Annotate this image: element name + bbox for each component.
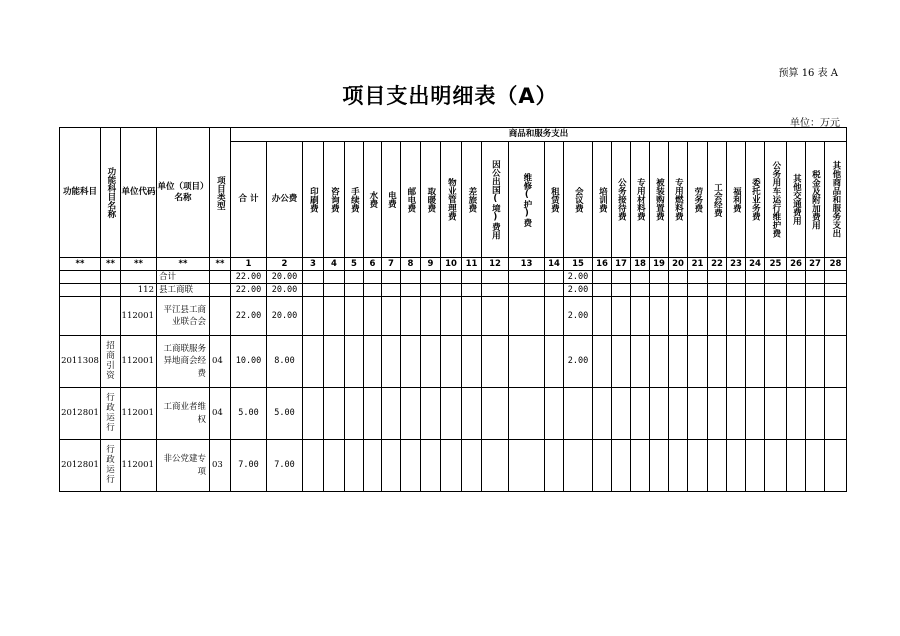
cell-func-subject [60, 271, 101, 284]
cell-col-11 [462, 336, 482, 388]
cell-col-23 [727, 297, 746, 336]
header-col-8: 邮电费 [401, 142, 421, 258]
header-col-22: 工会经费 [708, 142, 727, 258]
header-col-4: 咨询费 [324, 142, 345, 258]
header-col-28: 其他商品和服务支出 [825, 142, 847, 258]
cell-col-13 [509, 336, 545, 388]
cell-func-subject [60, 297, 101, 336]
table-row [60, 271, 847, 284]
cell-col-24 [746, 271, 765, 284]
index-number: 23 [727, 258, 746, 271]
cell-col-28 [825, 388, 847, 440]
func-name-text: 行政运行 [106, 444, 115, 486]
index-number: 8 [401, 258, 421, 271]
cell-col-23 [727, 388, 746, 440]
document-code: 预算 16 表 A [778, 68, 838, 79]
index-row [60, 258, 847, 271]
cell-col-27 [806, 271, 825, 284]
header-col-7: 电费 [382, 142, 401, 258]
cell-col-18 [631, 336, 650, 388]
cell-col-23 [727, 271, 746, 284]
cell-col-21 [688, 388, 708, 440]
cell-func-subject-name [101, 336, 121, 388]
header-col-23: 福利费 [727, 142, 746, 258]
cell-col-7 [382, 297, 401, 336]
cell-col-19 [650, 297, 669, 336]
cell-col-26 [787, 284, 806, 297]
cell-col-8 [401, 440, 421, 492]
cell-func-subject-name [101, 388, 121, 440]
cell-col-10 [441, 336, 462, 388]
cell-col-20 [669, 284, 688, 297]
cell-col-26 [787, 271, 806, 284]
header-col-21: 劳务费 [688, 142, 708, 258]
cell-col-7 [382, 271, 401, 284]
cell-col-16 [593, 284, 612, 297]
cell-col-4 [324, 271, 345, 284]
cell-col-27 [806, 284, 825, 297]
cell-col-6 [364, 284, 382, 297]
cell-col-13 [509, 284, 545, 297]
cell-unit-name: 合计 [157, 271, 210, 284]
index-number: 24 [746, 258, 765, 271]
cell-col-26 [787, 336, 806, 388]
cell-col-28 [825, 297, 847, 336]
cell-col-16 [593, 271, 612, 284]
cell-total: 10.00 [231, 336, 267, 388]
table-row [60, 284, 847, 297]
index-number: 4 [324, 258, 345, 271]
cell-func-subject-name [101, 284, 121, 297]
cell-col-10 [441, 440, 462, 492]
cell-total: 22.00 [231, 271, 267, 284]
header-col-11: 差旅费 [462, 142, 482, 258]
cell-unit-code: 112001 [121, 336, 157, 388]
cell-col-28 [825, 284, 847, 297]
index-number: 5 [345, 258, 364, 271]
header-col-19: 被装购置费 [650, 142, 669, 258]
cell-col-20 [669, 271, 688, 284]
cell-col-7 [382, 336, 401, 388]
cell-col-8 [401, 284, 421, 297]
cell-unit-name [157, 440, 210, 492]
cell-col-19 [650, 440, 669, 492]
func-name-text: 招商引资 [106, 340, 115, 382]
index-number: 25 [765, 258, 787, 271]
cell-col-19 [650, 284, 669, 297]
cell-unit-code: 112001 [121, 388, 157, 440]
unit-name-text: 工商业者维权 [163, 402, 206, 425]
cell-func-subject: 2012801 [60, 388, 101, 440]
unit-name-text: 平江县工商业联合会 [163, 304, 206, 327]
cell-col-6 [364, 297, 382, 336]
header-unit-code: 单位代码 [121, 128, 157, 258]
cell-col-25 [765, 336, 787, 388]
cell-func-subject-name [101, 440, 121, 492]
index-number: 3 [303, 258, 324, 271]
header-group: 商品和服务支出 [231, 128, 847, 142]
cell-unit-code: 112 [121, 284, 157, 297]
cell-col-8 [401, 388, 421, 440]
cell-col-23 [727, 336, 746, 388]
header-col-3: 印刷费 [303, 142, 324, 258]
cell-col-27 [806, 388, 825, 440]
cell-col-20 [669, 388, 688, 440]
cell-col-22 [708, 297, 727, 336]
cell-col-24 [746, 297, 765, 336]
cell-col-10 [441, 284, 462, 297]
cell-meeting-fee [564, 388, 593, 440]
cell-unit-code: 112001 [121, 440, 157, 492]
cell-col-11 [462, 388, 482, 440]
func-name-text: 行政运行 [106, 392, 115, 434]
cell-col-4 [324, 297, 345, 336]
index-number: 14 [545, 258, 564, 271]
cell-col-22 [708, 271, 727, 284]
cell-col-12 [482, 388, 509, 440]
cell-col-12 [482, 297, 509, 336]
cell-col-11 [462, 284, 482, 297]
cell-col-6 [364, 271, 382, 284]
cell-col-12 [482, 440, 509, 492]
cell-col-19 [650, 271, 669, 284]
cell-col-27 [806, 297, 825, 336]
index-number: 1 [231, 258, 267, 271]
cell-col-25 [765, 388, 787, 440]
cell-col-6 [364, 388, 382, 440]
cell-col-19 [650, 388, 669, 440]
cell-col-14 [545, 284, 564, 297]
index-number: 27 [806, 258, 825, 271]
cell-func-subject-name [101, 297, 121, 336]
table-row [60, 440, 847, 492]
header-col-26: 其他交通费用 [787, 142, 806, 258]
header-project-type: 项目类型 [210, 128, 231, 258]
cell-col-16 [593, 336, 612, 388]
table-row [60, 336, 847, 388]
cell-col-18 [631, 271, 650, 284]
cell-project-type [210, 284, 231, 297]
cell-total: 5.00 [231, 388, 267, 440]
cell-col-18 [631, 284, 650, 297]
cell-col-5 [345, 297, 364, 336]
index-number: 19 [650, 258, 669, 271]
index-marker: ** [157, 258, 210, 271]
cell-col-22 [708, 336, 727, 388]
header-col-24: 委托业务费 [746, 142, 765, 258]
cell-meeting-fee: 2.00 [564, 336, 593, 388]
cell-col-11 [462, 271, 482, 284]
cell-col-22 [708, 388, 727, 440]
expenditure-table [59, 127, 847, 492]
cell-col-13 [509, 440, 545, 492]
index-number: 10 [441, 258, 462, 271]
cell-unit-name [157, 297, 210, 336]
unit-name-text: 非公党建专项 [163, 454, 206, 477]
cell-col-21 [688, 440, 708, 492]
cell-col-3 [303, 297, 324, 336]
cell-func-subject-name [101, 271, 121, 284]
index-number: 13 [509, 258, 545, 271]
cell-col-26 [787, 388, 806, 440]
cell-project-type: 04 [210, 336, 231, 388]
cell-col-18 [631, 440, 650, 492]
cell-unit-code: 112001 [121, 297, 157, 336]
cell-col-13 [509, 271, 545, 284]
cell-col-5 [345, 271, 364, 284]
cell-meeting-fee: 2.00 [564, 271, 593, 284]
cell-office-fee: 20.00 [267, 271, 303, 284]
cell-col-5 [345, 284, 364, 297]
cell-col-4 [324, 440, 345, 492]
cell-col-23 [727, 284, 746, 297]
header-unit-name: 单位（项目）名称 [157, 128, 210, 258]
cell-unit-name [157, 336, 210, 388]
cell-col-9 [421, 271, 441, 284]
cell-col-16 [593, 388, 612, 440]
header-col-16: 培训费 [593, 142, 612, 258]
header-col-12: 因公出国(境)费用 [482, 142, 509, 258]
index-marker: ** [60, 258, 101, 271]
index-number: 28 [825, 258, 847, 271]
cell-col-20 [669, 336, 688, 388]
cell-col-17 [612, 388, 631, 440]
cell-col-8 [401, 271, 421, 284]
cell-col-21 [688, 271, 708, 284]
header-col-17: 公务接待费 [612, 142, 631, 258]
cell-col-16 [593, 440, 612, 492]
cell-col-17 [612, 271, 631, 284]
cell-func-subject: 2011308 [60, 336, 101, 388]
cell-total: 22.00 [231, 284, 267, 297]
cell-col-10 [441, 271, 462, 284]
index-number: 15 [564, 258, 593, 271]
unit-label: 单位：万元 [790, 118, 840, 129]
cell-col-6 [364, 336, 382, 388]
cell-col-7 [382, 284, 401, 297]
cell-project-type: 04 [210, 388, 231, 440]
cell-col-3 [303, 336, 324, 388]
cell-col-5 [345, 440, 364, 492]
cell-func-subject [60, 284, 101, 297]
cell-meeting-fee [564, 440, 593, 492]
cell-col-8 [401, 336, 421, 388]
cell-col-3 [303, 388, 324, 440]
header-col-1: 合 计 [231, 142, 267, 258]
header-col-27: 税金及附加费用 [806, 142, 825, 258]
header-func-subject-name: 功能科目名称 [101, 128, 121, 258]
cell-col-14 [545, 336, 564, 388]
header-col-13: 维修(护)费 [509, 142, 545, 258]
cell-col-23 [727, 440, 746, 492]
cell-office-fee: 5.00 [267, 388, 303, 440]
index-number: 16 [593, 258, 612, 271]
cell-col-9 [421, 440, 441, 492]
cell-col-21 [688, 284, 708, 297]
header-col-14: 租赁费 [545, 142, 564, 258]
cell-col-10 [441, 388, 462, 440]
cell-col-27 [806, 440, 825, 492]
index-number: 26 [787, 258, 806, 271]
cell-office-fee: 8.00 [267, 336, 303, 388]
index-number: 22 [708, 258, 727, 271]
cell-col-3 [303, 284, 324, 297]
cell-func-subject: 2012801 [60, 440, 101, 492]
header-col-25: 公务用车运行维护费 [765, 142, 787, 258]
cell-col-10 [441, 297, 462, 336]
header-col-20: 专用燃料费 [669, 142, 688, 258]
cell-col-26 [787, 297, 806, 336]
index-marker: ** [101, 258, 121, 271]
header-col-15: 会议费 [564, 142, 593, 258]
cell-project-type [210, 271, 231, 284]
header-col-5: 手续费 [345, 142, 364, 258]
cell-col-22 [708, 284, 727, 297]
header-col-9: 取暖费 [421, 142, 441, 258]
header-col-6: 水费 [364, 142, 382, 258]
index-number: 12 [482, 258, 509, 271]
cell-unit-name [157, 388, 210, 440]
index-marker: ** [210, 258, 231, 271]
header-col-2: 办公费 [267, 142, 303, 258]
index-number: 17 [612, 258, 631, 271]
cell-col-7 [382, 388, 401, 440]
cell-col-13 [509, 388, 545, 440]
cell-col-4 [324, 388, 345, 440]
cell-meeting-fee: 2.00 [564, 297, 593, 336]
page-title: 项目支出明细表（A） [342, 84, 558, 108]
cell-col-14 [545, 297, 564, 336]
cell-project-type: 03 [210, 440, 231, 492]
cell-col-19 [650, 336, 669, 388]
cell-col-28 [825, 271, 847, 284]
cell-col-11 [462, 440, 482, 492]
cell-col-4 [324, 336, 345, 388]
cell-col-17 [612, 336, 631, 388]
cell-col-14 [545, 271, 564, 284]
cell-col-25 [765, 271, 787, 284]
index-number: 7 [382, 258, 401, 271]
cell-col-3 [303, 440, 324, 492]
cell-project-type [210, 297, 231, 336]
cell-col-17 [612, 440, 631, 492]
header-row-group [60, 128, 847, 142]
cell-col-6 [364, 440, 382, 492]
cell-total: 7.00 [231, 440, 267, 492]
cell-total: 22.00 [231, 297, 267, 336]
cell-col-26 [787, 440, 806, 492]
cell-meeting-fee: 2.00 [564, 284, 593, 297]
cell-col-24 [746, 440, 765, 492]
cell-col-16 [593, 297, 612, 336]
cell-col-25 [765, 440, 787, 492]
cell-col-13 [509, 297, 545, 336]
cell-col-22 [708, 440, 727, 492]
cell-col-27 [806, 336, 825, 388]
index-number: 18 [631, 258, 650, 271]
cell-col-20 [669, 440, 688, 492]
header-col-18: 专用材料费 [631, 142, 650, 258]
cell-col-21 [688, 336, 708, 388]
cell-office-fee: 20.00 [267, 297, 303, 336]
header-func-subject: 功能科目 [60, 128, 101, 258]
cell-col-18 [631, 388, 650, 440]
index-number: 20 [669, 258, 688, 271]
index-number: 21 [688, 258, 708, 271]
cell-col-14 [545, 388, 564, 440]
cell-col-28 [825, 336, 847, 388]
cell-col-5 [345, 388, 364, 440]
cell-col-9 [421, 336, 441, 388]
table-row [60, 388, 847, 440]
index-number: 2 [267, 258, 303, 271]
cell-col-28 [825, 440, 847, 492]
cell-col-25 [765, 297, 787, 336]
cell-col-17 [612, 297, 631, 336]
cell-col-24 [746, 388, 765, 440]
cell-col-9 [421, 388, 441, 440]
cell-office-fee: 20.00 [267, 284, 303, 297]
cell-col-11 [462, 297, 482, 336]
cell-unit-name: 县工商联 [157, 284, 210, 297]
cell-col-25 [765, 284, 787, 297]
index-number: 9 [421, 258, 441, 271]
cell-col-20 [669, 297, 688, 336]
cell-col-3 [303, 271, 324, 284]
index-marker: ** [121, 258, 157, 271]
cell-col-24 [746, 284, 765, 297]
cell-col-12 [482, 271, 509, 284]
cell-col-4 [324, 284, 345, 297]
cell-col-12 [482, 284, 509, 297]
table-row [60, 297, 847, 336]
cell-unit-code [121, 271, 157, 284]
cell-office-fee: 7.00 [267, 440, 303, 492]
cell-col-14 [545, 440, 564, 492]
cell-col-9 [421, 297, 441, 336]
cell-col-17 [612, 284, 631, 297]
cell-col-8 [401, 297, 421, 336]
cell-col-12 [482, 336, 509, 388]
cell-col-24 [746, 336, 765, 388]
cell-col-7 [382, 440, 401, 492]
index-number: 6 [364, 258, 382, 271]
header-col-10: 物业管理费 [441, 142, 462, 258]
cell-col-5 [345, 336, 364, 388]
cell-col-18 [631, 297, 650, 336]
index-number: 11 [462, 258, 482, 271]
cell-col-9 [421, 284, 441, 297]
unit-name-text: 工商联服务异地商会经费 [163, 344, 206, 379]
cell-col-21 [688, 297, 708, 336]
